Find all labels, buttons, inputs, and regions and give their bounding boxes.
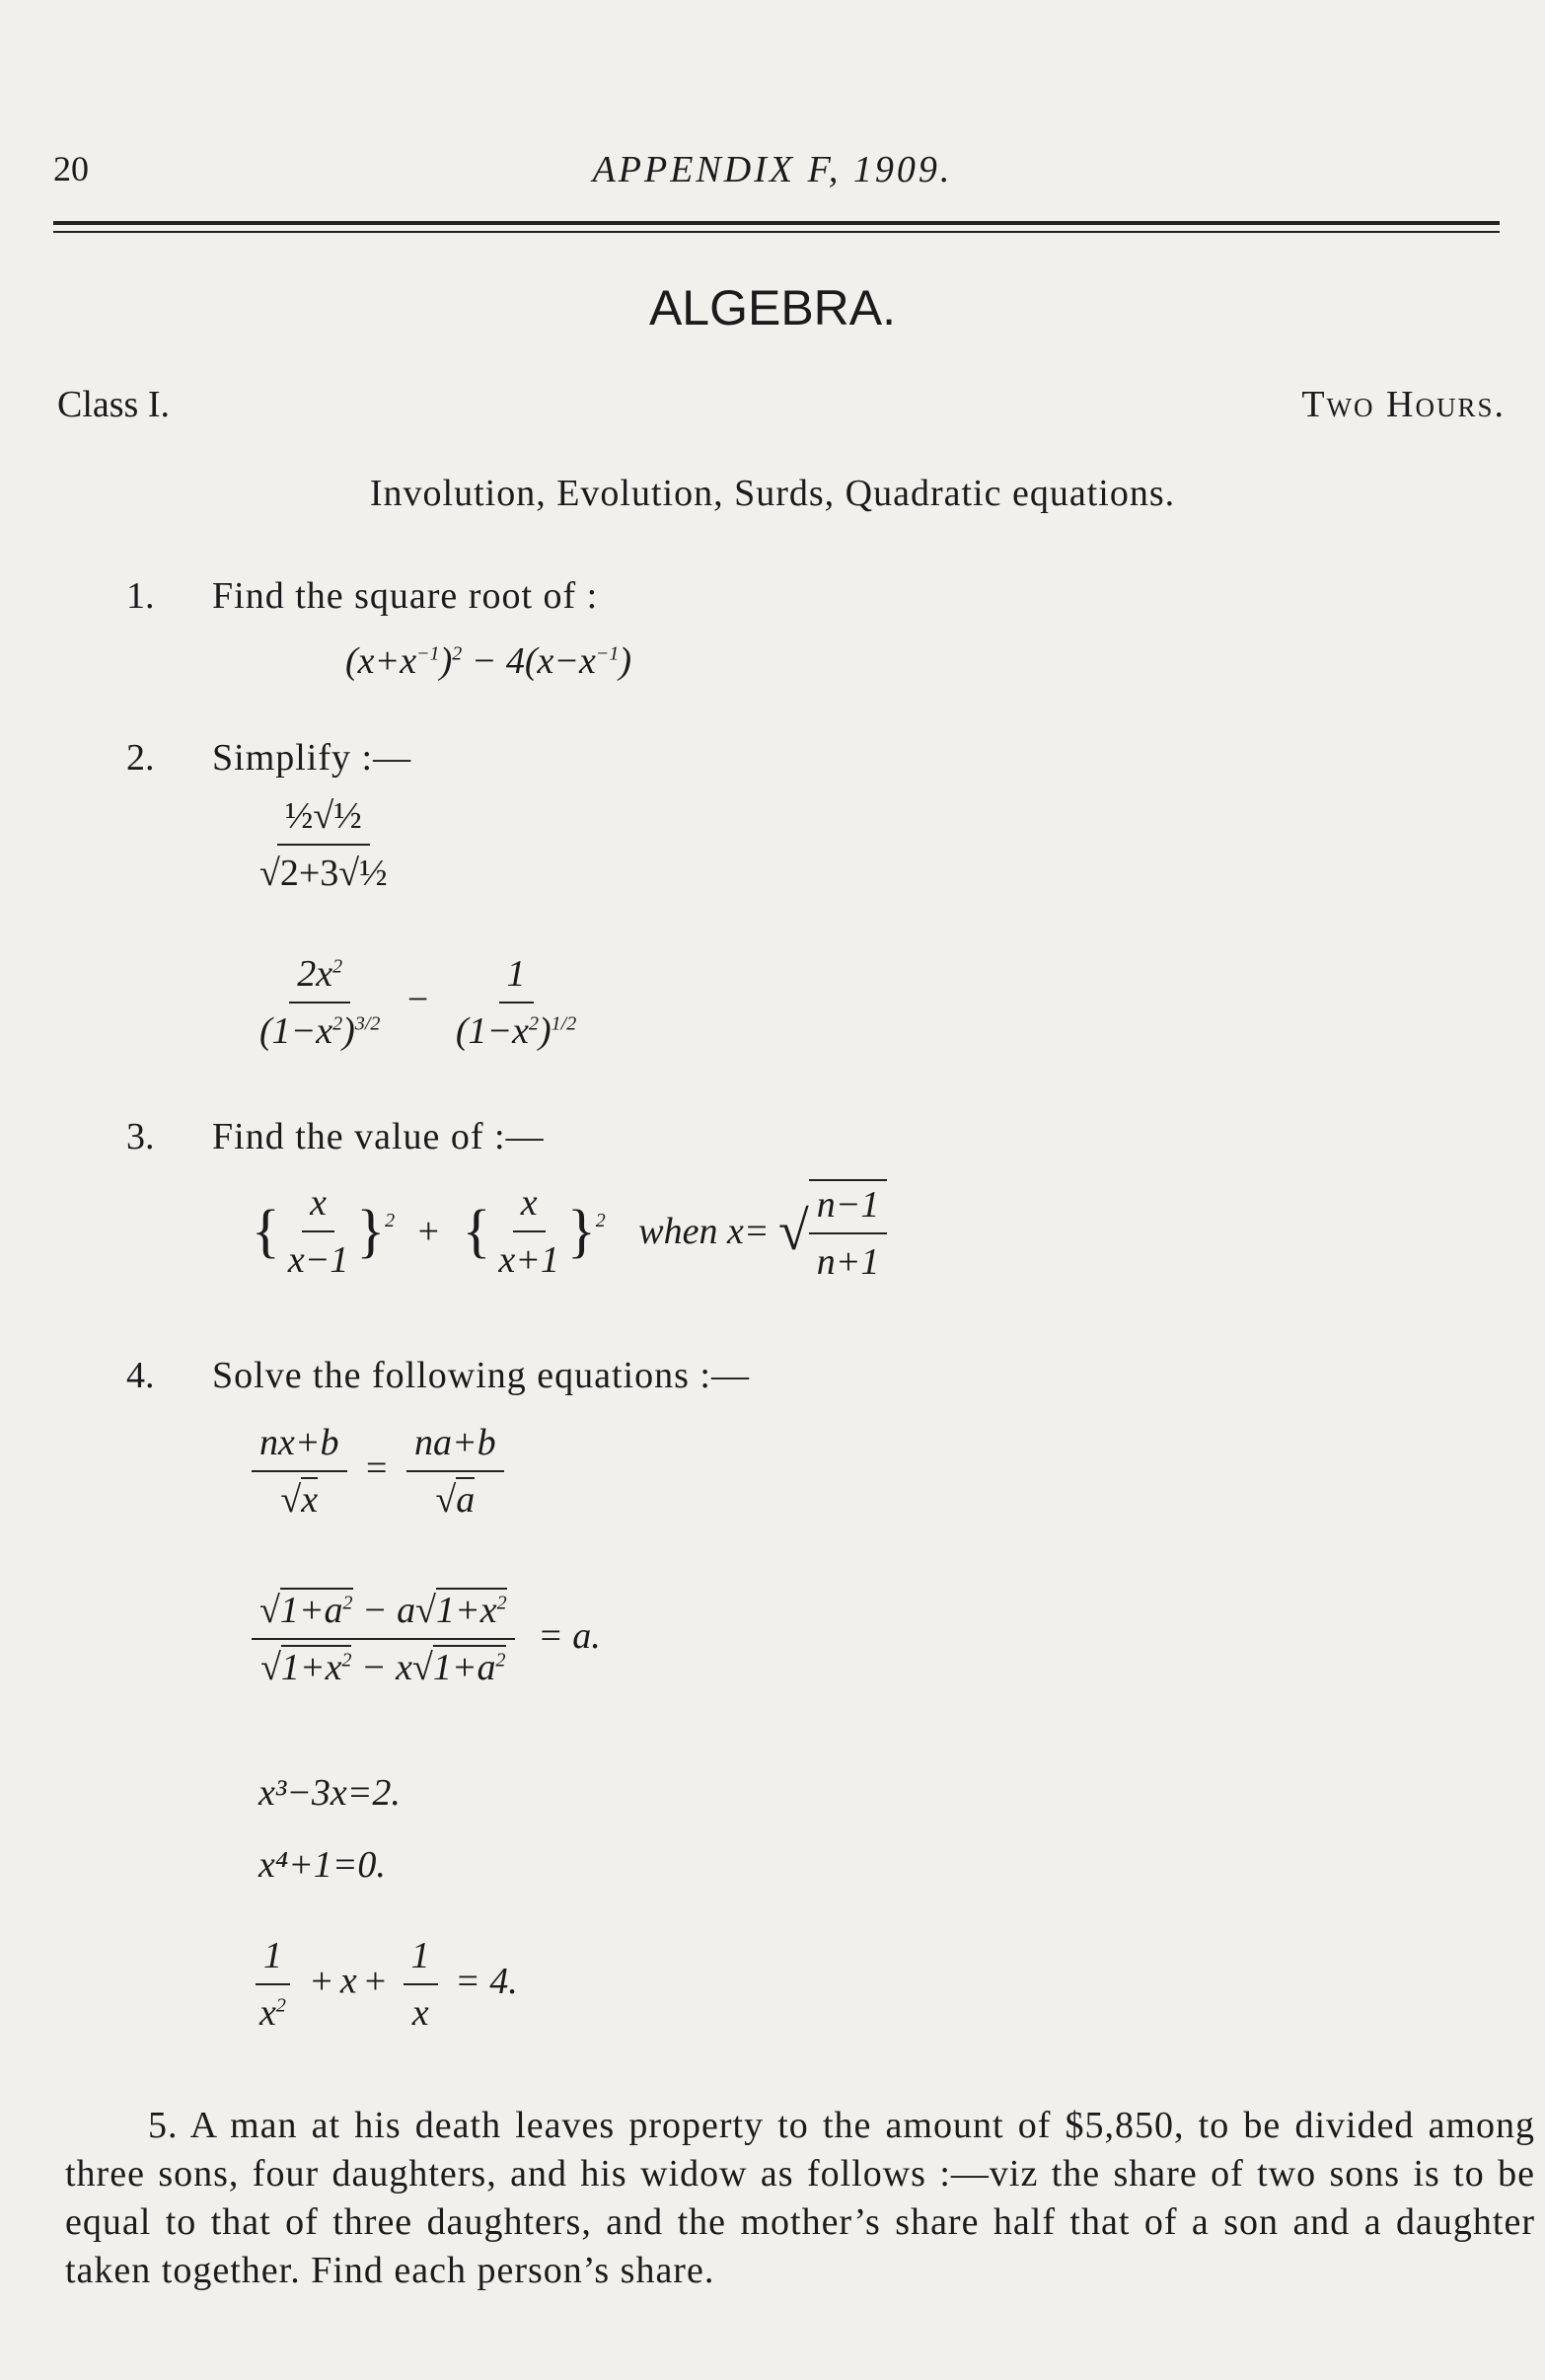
section-title: ALGEBRA. xyxy=(648,280,897,335)
question-5-line-1: A man at his death leaves property to the amount of $5,850, to be xyxy=(189,2105,1282,2146)
page-number: 20 xyxy=(53,149,89,188)
running-title: APPENDIX F, 1909. xyxy=(592,149,953,190)
question-5-line-2: divided among three sons, four daughters, and his widow as follows :—viz xyxy=(65,2105,1536,2194)
question-2-prompt: Simplify :— xyxy=(212,737,412,779)
header-rule-thick xyxy=(53,221,1500,225)
question-2-expression-b: $\frac{2x^2}{(1-x^2)^{3/2}}$ − $\frac{1}{(1-x^2)^{1/2}}$ xyxy=(259,953,577,1052)
question-5-paragraph xyxy=(65,2102,1535,2295)
expression-text-mirror xyxy=(0,0,1,1)
question-1-number: 1. xyxy=(126,575,155,617)
class-label: Class I. xyxy=(57,384,170,425)
subtitle: Involution, Evolution, Surds, Quadratic equations. xyxy=(369,473,1176,514)
question-4-expression-e: $\frac{1}{x^2}$ + x + $\frac{1}{x}$ = 4. xyxy=(252,1934,518,2035)
question-4-expression-a: $\frac{nx+b}{√x}$ = $\frac{na+b}{√a}$ xyxy=(252,1421,504,1522)
question-4-prompt: Solve the following equations :— xyxy=(212,1355,750,1396)
question-5-line-4: mother’s share half that of a son and a daughter taken together. Find each xyxy=(65,2201,1535,2291)
question-2-expression-a: $\frac{\text{½√½}}{\text{√2+3√½}}$ xyxy=(259,795,388,894)
question-4-expression-d: x⁴+1=0. xyxy=(258,1844,386,1886)
question-1-prompt: Find the square root of : xyxy=(212,575,599,617)
question-4-number: 4. xyxy=(126,1355,155,1396)
question-1-expression: $(x+x^{-1})^2 - 4(x-x^{-1})$ xyxy=(345,640,632,682)
question-2-number: 2. xyxy=(126,737,155,779)
question-5-line-3: the share of two sons is to be equal to that of three daughters, and the xyxy=(65,2153,1535,2243)
time-label: Two Hours. xyxy=(1301,384,1506,425)
question-3-expression: { $\frac{x}{x-1}$ }$^2$ + { $\frac{x}{x+1}$ }$^2$ when x= √ $\frac{n-1}{n+1}$ xyxy=(252,1179,887,1284)
question-3-number: 3. xyxy=(126,1116,155,1157)
question-4-expression-b: $\frac{√1+a^2 - a√1+x^2}{√1+x^2 - x√1+a^2}$ = a. xyxy=(252,1589,601,1689)
question-4-expression-c: x³−3x=2. xyxy=(258,1772,401,1814)
question-5-number: 5. xyxy=(148,2105,179,2146)
header-rule-thin xyxy=(53,231,1500,233)
question-5-line-5: person’s share. xyxy=(477,2250,715,2291)
question-3-prompt: Find the value of :— xyxy=(212,1116,545,1157)
